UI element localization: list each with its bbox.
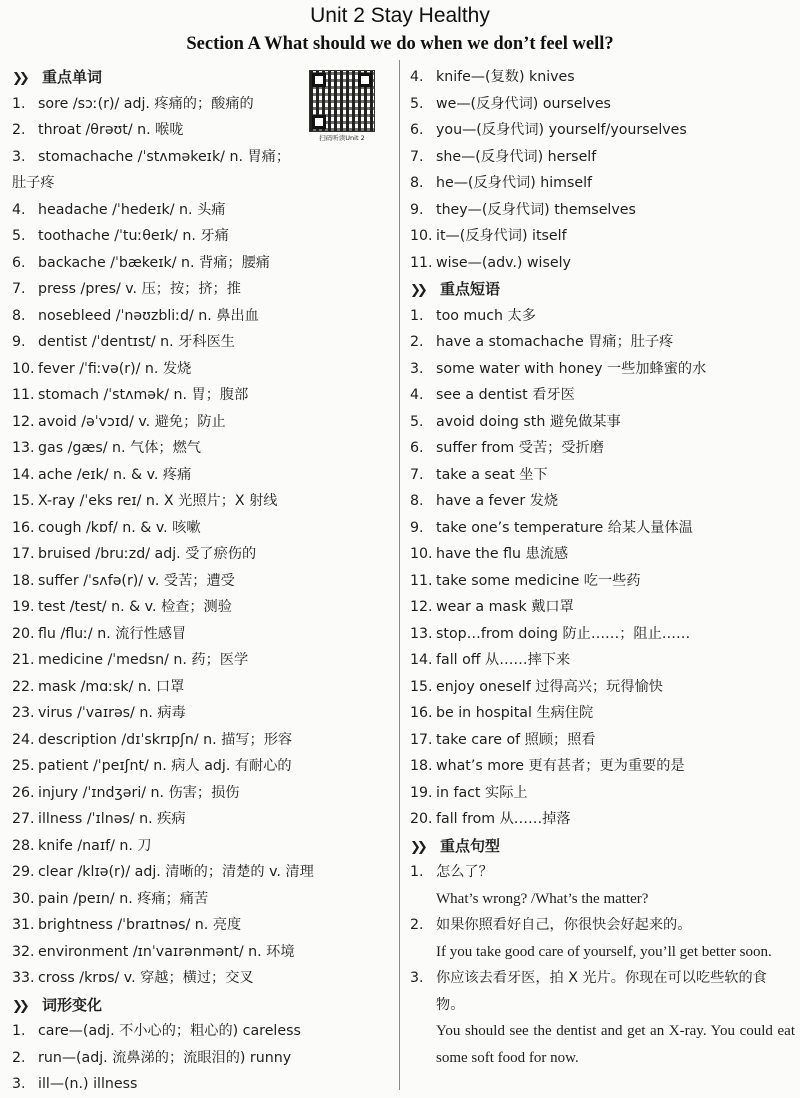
item-text: they—(反身代词) themselves (436, 201, 636, 218)
item-number: 23. (12, 705, 35, 721)
word-form-item (410, 170, 795, 197)
item-number: 4. (410, 69, 424, 85)
item-text: have the flu 患流感 (436, 546, 569, 562)
double-chevron-icon: ❯❯ (12, 71, 26, 86)
vocab-item (12, 753, 392, 780)
item-number: 12. (12, 413, 35, 430)
word-forms-list-continued (410, 64, 795, 276)
qr-caption: 扫码听读Unit 2 (319, 134, 365, 142)
item-number: 1. (410, 307, 424, 324)
item-number: 6. (410, 440, 424, 456)
vocab-item (12, 223, 392, 250)
item-text: dentist /ˈdentɪst/ n. 牙科医生 (38, 334, 235, 350)
right-column (410, 64, 795, 1071)
item-number: 7. (12, 281, 26, 297)
item-text: wear a mask 戴口罩 (436, 599, 574, 615)
item-number: 16. (410, 705, 433, 721)
item-number: 9. (12, 334, 26, 350)
item-text: take some medicine 吃一些药 (436, 572, 641, 589)
item-number: 19. (410, 784, 433, 801)
item-text: care—(adj. 不小心的；粗心的) careless (38, 1023, 301, 1039)
item-text: you—(反身代词) yourself/yourselves (436, 122, 687, 138)
item-number: 24. (12, 731, 35, 748)
phrase-item (410, 435, 795, 462)
item-text: patient /ˈpeɪʃnt/ n. 病人 adj. 有耐心的 (38, 758, 292, 774)
item-number: 15. (12, 493, 35, 509)
item-number: 18. (12, 572, 35, 589)
phrase-list (410, 303, 795, 833)
item-number: 20. (12, 625, 35, 642)
item-text: toothache /ˈtuːθeɪk/ n. 牙痛 (38, 228, 229, 244)
item-number: 11. (12, 387, 35, 403)
item-number: 30. (12, 890, 35, 907)
item-number: 3. (410, 360, 424, 377)
phrase-item (410, 727, 795, 754)
left-column (12, 64, 392, 1098)
item-number: 5. (12, 228, 26, 244)
item-number: 20. (410, 811, 433, 827)
phrase-item (410, 515, 795, 542)
item-text: test /test/ n. & v. 检查；测验 (38, 599, 232, 615)
phrase-item (410, 568, 795, 595)
item-number: 32. (12, 943, 35, 960)
item-text: she—(反身代词) herself (436, 148, 597, 165)
item-text: too much 太多 (436, 307, 536, 324)
item-number: 14. (12, 466, 35, 483)
phrase-item (410, 488, 795, 515)
phrase-item (410, 674, 795, 701)
item-number: 17. (12, 546, 35, 562)
item-number: 5. (410, 95, 424, 112)
item-number: 10. (410, 546, 433, 562)
vocab-list (12, 91, 392, 992)
phrase-item (410, 621, 795, 648)
sentence-item (410, 859, 795, 912)
item-text: stop…from doing 防止……；阻止…… (436, 625, 691, 642)
word-form-item (410, 91, 795, 118)
phrase-item (410, 541, 795, 568)
item-number: 13. (12, 440, 35, 456)
item-text: environment /ɪnˈvaɪrənmənt/ n. 环境 (38, 943, 295, 960)
phrase-item (410, 329, 795, 356)
item-text: be in hospital 生病住院 (436, 705, 594, 721)
item-text: take a seat 坐下 (436, 466, 548, 483)
item-number: 2. (12, 122, 26, 138)
item-text: stomachache /ˈstʌməkeɪk/ n. 胃痛； (38, 148, 291, 165)
phrase-item (410, 462, 795, 489)
vocab-item (12, 250, 392, 277)
item-number: 2. (410, 334, 424, 350)
vocab-item (12, 197, 392, 224)
double-chevron-icon: ❯❯ (410, 839, 424, 855)
item-number: 18. (410, 758, 433, 774)
sentence-chinese: 怎么了？ (436, 864, 493, 880)
item-text: ache /eɪk/ n. & v. 疼痛 (38, 466, 192, 483)
item-number: 21. (12, 652, 35, 668)
section-heading-forms: ❯❯ 词形变化 (12, 992, 392, 1019)
phrase-item (410, 356, 795, 383)
item-number: 1. (12, 1023, 26, 1039)
vocab-item (12, 965, 392, 992)
item-text: backache /ˈbækeɪk/ n. 背痛；腰痛 (38, 254, 270, 271)
vocab-item (12, 462, 392, 489)
item-number: 10. (12, 360, 35, 377)
double-chevron-icon: ❯❯ (12, 998, 26, 1014)
item-text: fever /ˈfiːvə(r)/ n. 发烧 (38, 360, 192, 377)
item-text: what’s more 更有甚者；更为重要的是 (436, 758, 685, 774)
item-number: 2. (410, 917, 424, 933)
vocab-item (12, 674, 392, 701)
item-text: sore /sɔː(r)/ adj. 疼痛的；酸痛的 (38, 95, 254, 112)
item-text: it—(反身代词) itself (436, 228, 567, 244)
double-chevron-icon: ❯❯ (410, 283, 424, 298)
item-number: 26. (12, 784, 35, 801)
phrase-item (410, 700, 795, 727)
vocab-item (12, 117, 392, 144)
item-text: description /dɪˈskrɪpʃn/ n. 描写；形容 (38, 731, 293, 748)
vocab-item (12, 886, 392, 913)
item-number: 8. (12, 307, 26, 324)
word-form-item (410, 223, 795, 250)
vocab-item (12, 859, 392, 886)
vocab-item (12, 700, 392, 727)
item-text: he—(反身代词) himself (436, 175, 593, 191)
vocab-item (12, 329, 392, 356)
vocab-item (12, 568, 392, 595)
item-number: 7. (410, 466, 424, 483)
phrase-item (410, 303, 795, 330)
item-text: X-ray /ˈeks reɪ/ n. X 光照片；X 射线 (38, 493, 278, 509)
item-text: avoid doing sth 避免做某事 (436, 413, 621, 430)
item-number: 1. (410, 864, 424, 880)
vocab-item (12, 939, 392, 966)
item-text: avoid /əˈvɔɪd/ v. 避免；防止 (38, 413, 226, 430)
phrase-item (410, 647, 795, 674)
item-number: 3. (12, 148, 26, 165)
item-text: suffer /ˈsʌfə(r)/ v. 受苦；遭受 (38, 572, 235, 589)
word-form-item (410, 117, 795, 144)
vocab-item (12, 594, 392, 621)
word-form-item (410, 197, 795, 224)
column-divider (399, 60, 400, 1090)
item-text: medicine /ˈmedsn/ n. 药；医学 (38, 652, 249, 668)
item-number: 16. (12, 519, 35, 536)
item-number: 4. (410, 387, 424, 403)
item-number: 9. (410, 519, 424, 536)
item-text: pain /peɪn/ n. 疼痛；痛苦 (38, 890, 209, 907)
vocab-item (12, 382, 392, 409)
item-text: cough /kɒf/ n. & v. 咳嗽 (38, 519, 201, 536)
item-text: flu /fluː/ n. 流行性感冒 (38, 625, 187, 642)
item-number: 25. (12, 758, 35, 774)
item-text: bruised /bruːzd/ adj. 受了瘀伤的 (38, 546, 257, 562)
item-number: 3. (410, 970, 424, 986)
item-text: suffer from 受苦；受折磨 (436, 440, 604, 456)
word-form-item (410, 144, 795, 171)
item-text: run—(adj. 流鼻涕的；流眼泪的) runny (38, 1049, 292, 1066)
vocab-item (12, 356, 392, 383)
item-text: fall from 从……掉落 (436, 811, 571, 827)
vocab-item (12, 435, 392, 462)
vocab-item (12, 727, 392, 754)
item-number: 27. (12, 811, 35, 827)
item-number: 31. (12, 917, 35, 933)
item-number: 19. (12, 599, 35, 615)
item-number: 4. (12, 201, 26, 218)
item-text: some water with honey 一些加蜂蜜的水 (436, 360, 707, 377)
item-text: have a stomachache 胃痛；肚子疼 (436, 334, 674, 350)
item-number: 14. (410, 652, 433, 668)
sentence-english: If you take good care of yourself, you’ll get better soon. (436, 943, 772, 960)
item-number: 11. (410, 254, 433, 271)
unit-title: Unit 2 Stay Healthy (310, 4, 490, 27)
section-title: Section A What should we do when we don’t feel well? (186, 34, 614, 54)
item-number: 6. (410, 122, 424, 138)
item-number: 33. (12, 970, 35, 986)
item-number: 13. (410, 625, 433, 642)
item-text: illness /ˈɪlnəs/ n. 疾病 (38, 811, 186, 827)
item-text: gas /gæs/ n. 气体；燃气 (38, 440, 201, 456)
sentence-list (410, 859, 795, 1071)
word-form-item (410, 250, 795, 277)
phrase-item (410, 382, 795, 409)
phrase-item (410, 780, 795, 807)
sentence-item (410, 965, 795, 1071)
item-text: fall off 从……摔下来 (436, 652, 571, 668)
item-text: ill—(n.) illness (38, 1076, 138, 1092)
section-heading-phrases: ❯❯ 重点短语 (410, 276, 795, 303)
item-number: 9. (410, 201, 424, 218)
sentence-chinese: 如果你照看好自己，你很快会好起来的。 (436, 917, 692, 933)
item-text: take care of 照顾；照看 (436, 731, 596, 748)
phrase-item (410, 594, 795, 621)
vocab-item (12, 912, 392, 939)
item-number: 28. (12, 837, 35, 854)
item-text: press /pres/ v. 压；按；挤；推 (38, 281, 241, 297)
vocab-item (12, 541, 392, 568)
item-text: headache /ˈhedeɪk/ n. 头痛 (38, 201, 226, 218)
item-text: throat /θrəʊt/ n. 喉咙 (38, 122, 184, 138)
section-heading-sentences: ❯❯ 重点句型 (410, 833, 795, 860)
vocab-item (12, 833, 392, 860)
word-forms-list (12, 1018, 392, 1098)
vocab-item (12, 303, 392, 330)
vocab-item (12, 780, 392, 807)
item-text: we—(反身代词) ourselves (436, 95, 611, 112)
item-text: virus /ˈvaɪrəs/ n. 病毒 (38, 705, 186, 721)
item-number: 15. (410, 678, 433, 695)
vocab-item (12, 806, 392, 833)
item-text: knife /naɪf/ n. 刀 (38, 837, 152, 854)
item-number: 1. (12, 95, 26, 112)
item-number: 22. (12, 678, 35, 695)
item-text: wise—(adv.) wisely (436, 254, 571, 271)
sentence-item (410, 912, 795, 965)
item-number: 8. (410, 175, 424, 191)
sentence-chinese: 你应该去看牙医，拍 X 光片。你现在可以吃些软的食物。 (436, 970, 767, 1013)
item-text: nosebleed /ˈnəʊzbliːd/ n. 鼻出血 (38, 307, 259, 324)
vocab-item (12, 647, 392, 674)
word-form-item (12, 1071, 392, 1098)
vocab-item (12, 488, 392, 515)
item-text: cross /krɒs/ v. 穿越；横过；交叉 (38, 970, 254, 986)
item-number: 2. (12, 1049, 26, 1066)
item-number: 6. (12, 254, 26, 271)
item-number: 12. (410, 599, 433, 615)
sentence-english: You should see the dentist and get an X-ray. You could eat some soft food for now. (436, 1023, 795, 1066)
item-text: stomach /ˈstʌmək/ n. 胃；腹部 (38, 387, 249, 403)
item-text: in fact 实际上 (436, 784, 528, 801)
item-text: enjoy oneself 过得高兴；玩得愉快 (436, 678, 663, 695)
item-number: 29. (12, 864, 35, 880)
item-text: knife—(复数) knives (436, 69, 575, 85)
phrase-item (410, 753, 795, 780)
sentence-english: What’s wrong? /What’s the matter? (436, 890, 649, 907)
item-text: have a fever 发烧 (436, 493, 559, 509)
section-heading-vocab: ❯❯ 重点单词 (12, 64, 392, 91)
item-number: 11. (410, 572, 433, 589)
item-text: injury /ˈɪndʒəri/ n. 伤害；损伤 (38, 784, 240, 801)
item-continuation: 肚子疼 (12, 175, 55, 191)
item-number: 17. (410, 731, 433, 748)
item-number: 3. (12, 1076, 26, 1092)
item-text: see a dentist 看牙医 (436, 387, 575, 403)
item-number: 10. (410, 228, 433, 244)
vocab-item (12, 621, 392, 648)
word-form-item (12, 1018, 392, 1045)
item-text: clear /klɪə(r)/ adj. 清晰的；清楚的 v. 清理 (38, 864, 314, 880)
vocab-item (12, 144, 392, 171)
item-number: 8. (410, 493, 424, 509)
item-text: brightness /ˈbraɪtnəs/ n. 亮度 (38, 917, 242, 933)
vocab-item (12, 409, 392, 436)
vocab-item (12, 91, 392, 118)
item-number: 5. (410, 413, 424, 430)
vocab-item (12, 276, 392, 303)
word-form-item (410, 64, 795, 91)
item-text: take one’s temperature 给某人量体温 (436, 519, 693, 536)
word-form-item (12, 1045, 392, 1072)
item-text: mask /mɑːsk/ n. 口罩 (38, 678, 185, 695)
item-number: 7. (410, 148, 424, 165)
phrase-item (410, 806, 795, 833)
vocab-item (12, 515, 392, 542)
phrase-item (410, 409, 795, 436)
